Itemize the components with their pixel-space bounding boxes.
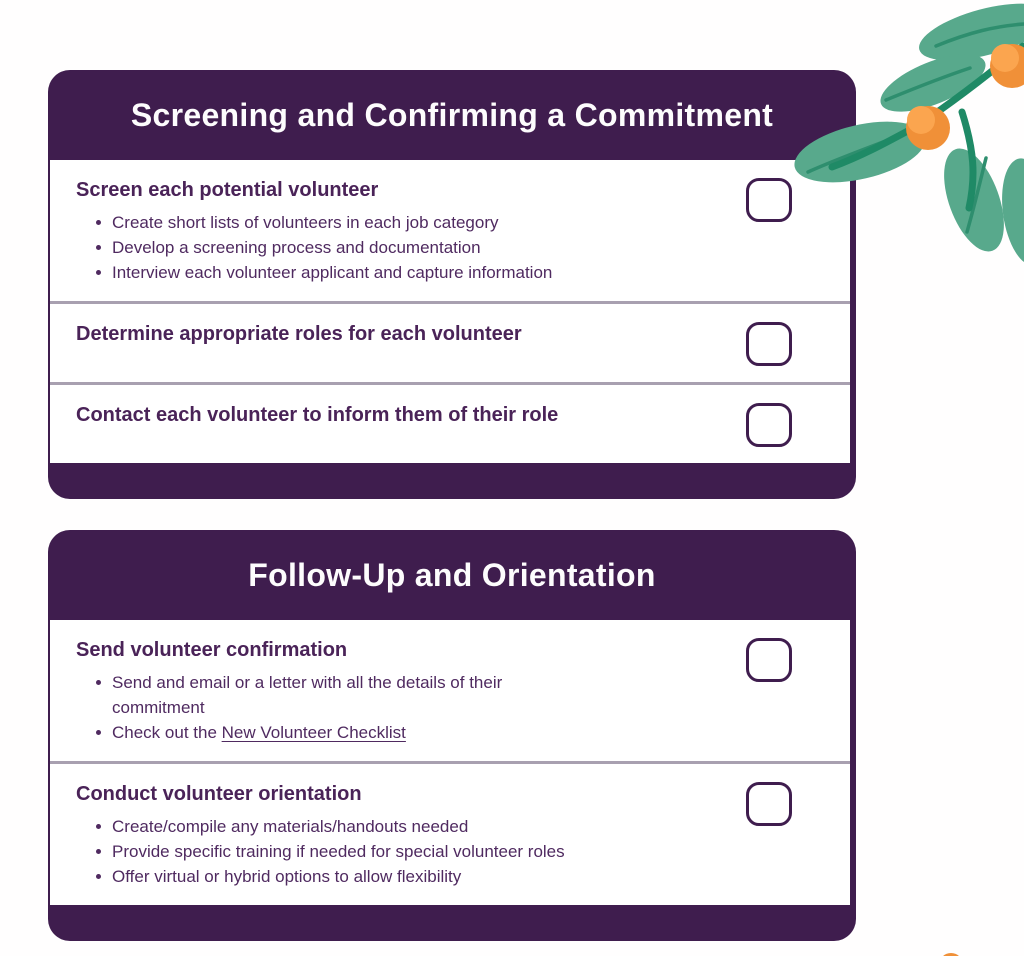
task-heading: Conduct volunteer orientation: [76, 783, 362, 805]
leaf-icon: [873, 43, 993, 124]
row-content: [76, 314, 730, 349]
task-heading: Determine appropriate roles for each volunteer: [76, 323, 522, 345]
berry-icon: [990, 44, 1024, 88]
task-checkbox[interactable]: [746, 638, 792, 682]
card-footer: [48, 463, 856, 499]
berry-highlight-icon: [991, 44, 1019, 72]
berry-highlight-icon: [907, 106, 935, 134]
task-details: [112, 210, 730, 285]
task-details: [112, 814, 730, 889]
row-content: [76, 170, 730, 285]
berry-icon: [906, 106, 950, 150]
card-title: Follow-Up and Orientation: [248, 556, 656, 593]
card-screening: [48, 70, 856, 499]
checklist-row: [50, 382, 850, 463]
task-detail-text: Check out the: [112, 723, 222, 742]
leaf-icon: [913, 0, 1024, 72]
leaf-vein-icon: [936, 24, 1024, 46]
task-checkbox[interactable]: [746, 782, 792, 826]
card-body: [50, 160, 850, 463]
card-header: [48, 70, 856, 160]
new-volunteer-checklist-link[interactable]: New Volunteer Checklist: [221, 723, 406, 742]
task-heading: Contact each volunteer to inform them of their role: [76, 404, 559, 426]
task-heading: Send volunteer confirmation: [76, 639, 348, 661]
task-detail-item: Create/compile any materials/handouts needed: [112, 814, 597, 839]
task-detail-item: Offer virtual or hybrid options to allow flexibility: [112, 864, 597, 889]
card-body: [50, 620, 850, 905]
checklist-row: [50, 301, 850, 382]
task-checkbox[interactable]: [746, 322, 792, 366]
card-header: [48, 530, 856, 620]
leaf-vein-icon: [967, 158, 986, 232]
stem-icon: [962, 112, 973, 208]
card-title: Screening and Confirming a Commitment: [130, 96, 774, 133]
checklist-row: [50, 761, 850, 905]
task-detail-item: Develop a screening process and documentation: [112, 235, 730, 260]
task-detail-item: [112, 720, 597, 745]
leaf-icon: [932, 141, 1016, 260]
leaf-vein-icon: [886, 68, 970, 100]
row-content: [76, 774, 730, 889]
card-footer: [48, 905, 856, 941]
checklist-row: [50, 160, 850, 301]
task-heading: Screen each potential volunteer: [76, 179, 379, 201]
stem-icon: [832, 46, 1023, 167]
card-followup: [48, 530, 856, 941]
task-detail-item: Provide specific training if needed for special volunteer roles: [112, 839, 597, 864]
checklist-row: [50, 620, 850, 761]
task-checkbox[interactable]: [746, 403, 792, 447]
row-content: [76, 630, 730, 745]
task-detail-item: Send and email or a letter with all the details of their commitment: [112, 670, 597, 720]
task-detail-item: Create short lists of volunteers in each job category: [112, 210, 730, 235]
task-detail-item: Interview each volunteer applicant and capture information: [112, 260, 730, 285]
row-content: [76, 395, 730, 430]
task-details: [112, 670, 730, 745]
task-checkbox[interactable]: [746, 178, 792, 222]
leaf-icon: [996, 155, 1024, 269]
